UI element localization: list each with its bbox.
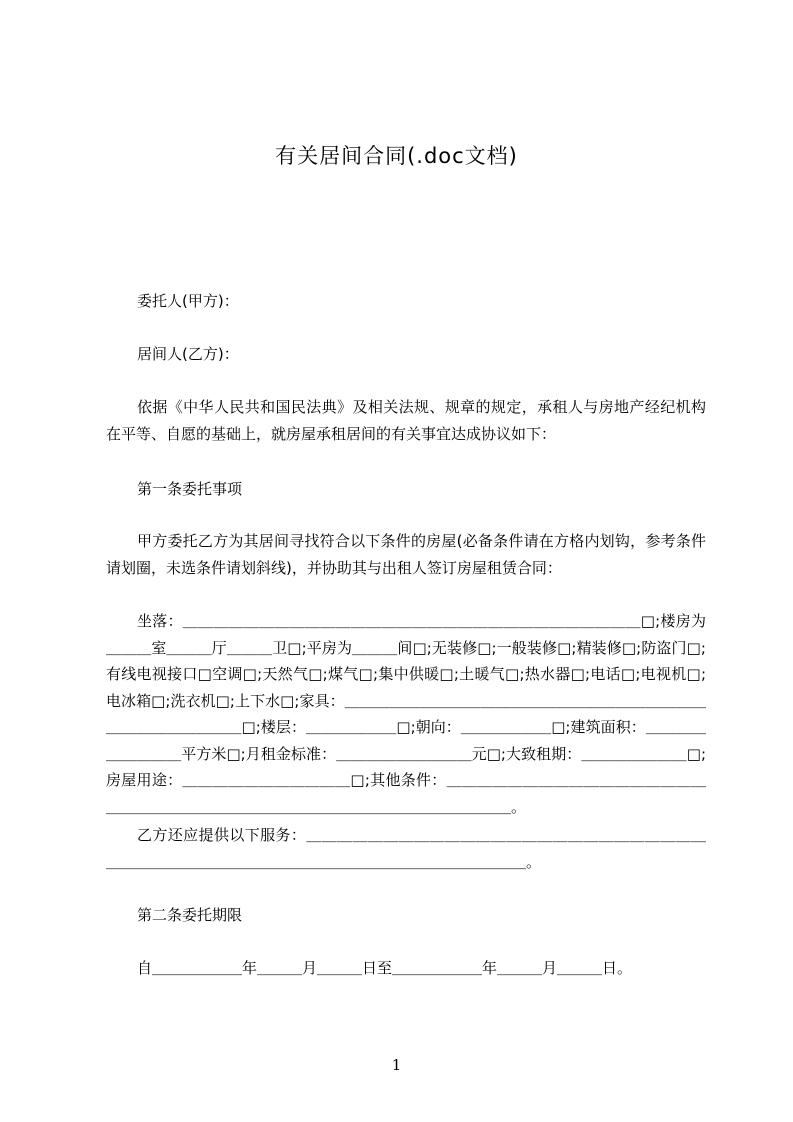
article2-term-paragraph: 自＿＿＿＿＿＿年＿＿＿月＿＿＿日至＿＿＿＿＿＿年＿＿＿月＿＿＿日。 (137, 959, 633, 977)
article1-heading: 第一条委托事项 (137, 480, 243, 498)
article2-heading: 第二条委托期限 (137, 906, 243, 924)
article1-services-paragraph: 乙方还应提供以下服务：＿＿＿＿＿＿＿＿＿＿＿＿＿＿＿＿＿＿＿＿＿＿＿＿＿＿＿＿＿＿＿＿＿＿＿＿＿＿＿＿＿＿＿＿＿＿＿＿＿＿＿＿＿＿。 (106, 826, 706, 871)
preamble-paragraph: 依据《中华人民共和国民法典》及相关法规、规章的规定，承租人与房地产经纪机构在平等、自愿的基础上，就房屋承租居间的有关事宜达成协议如下： (106, 398, 706, 443)
document-title: 有关居间合同(.doc文档) (275, 144, 518, 168)
broker-label: 居间人(乙方)： (137, 345, 239, 363)
client-label: 委托人(甲方)： (137, 292, 239, 310)
article1-intro-paragraph: 甲方委托乙方为其居间寻找符合以下条件的房屋(必备条件请在方格内划钩，参考条件请划圈，未选条件请划斜线)，并协助其与出租人签订房屋租赁合同： (106, 532, 706, 577)
article1-conditions-paragraph: 坐落：＿＿＿＿＿＿＿＿＿＿＿＿＿＿＿＿＿＿＿＿＿＿＿＿＿＿＿＿＿＿□;楼房为＿＿＿室＿＿＿厅＿＿＿卫□;平房为＿＿＿间□;无装修□;一般装修□;精装修□;防盗门□;有线电视接口□空调□;天然气□;煤气□;集中供暖□;土暖气□;热水器□;电话□;电视机□;电冰箱□;洗衣机□;上下水□;家具：＿＿＿＿＿＿＿＿＿＿＿＿＿＿＿＿＿＿＿＿＿＿＿＿＿＿＿＿＿＿＿＿＿□;楼层：＿＿＿＿＿＿□;朝向：＿＿＿＿＿＿□;建筑面积：＿＿＿＿＿＿＿＿＿平方米□;月租金标准：＿＿＿＿＿＿＿＿＿元□;大致租期：＿＿＿＿＿＿＿□;房屋用途：＿＿＿＿＿＿＿＿＿＿＿□;其他条件：＿＿＿＿＿＿＿＿＿＿＿＿＿＿＿＿＿＿＿＿＿＿＿＿＿＿＿＿＿＿＿＿＿＿＿＿＿＿＿＿＿＿＿＿。 (106, 612, 706, 816)
page-number: 1 (391, 1056, 402, 1074)
